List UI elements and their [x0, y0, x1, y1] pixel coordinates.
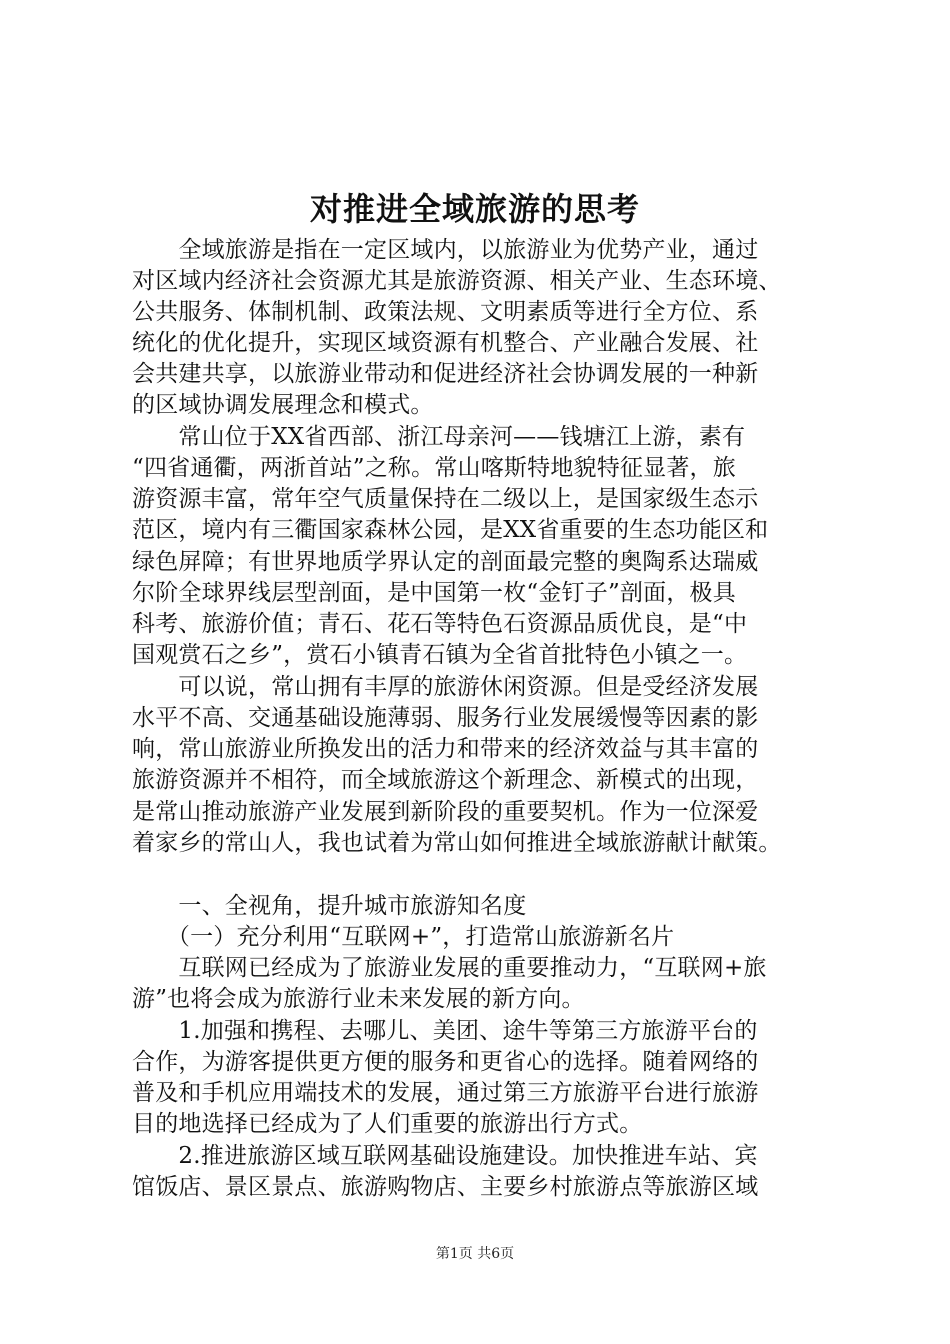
text-line: “四省通衢，两浙首站”之称。常山喀斯特地貌特征显著，旅: [132, 455, 736, 481]
text-line: 旅游资源并不相符，而全域旅游这个新理念、新模式的出现，: [132, 767, 759, 793]
text-line: 公共服务、体制机制、政策法规、文明素质等进行全方位、系: [132, 299, 759, 325]
text-line: 绿色屏障；有世界地质学界认定的剖面最完整的奥陶系达瑞威: [132, 549, 759, 575]
text-line: 2.推进旅游区域互联网基础设施建设。加快推进车站、宾: [132, 1143, 758, 1169]
text-line: （一）充分利用“互联网+”，打造常山旅游新名片: [132, 924, 675, 950]
text-line: 目的地选择已经成为了人们重要的旅游出行方式。: [132, 1111, 643, 1137]
text-line: 尔阶全球界线层型剖面，是中国第一枚“金钉子”剖面，极具: [132, 580, 736, 606]
text-line: 科考、旅游价值；青石、花石等特色石资源品质优良，是“中: [132, 611, 748, 637]
text-line: 范区，境内有三衢国家森林公园，是XX省重要的生态功能区和: [132, 517, 769, 543]
page-footer: 第1页 共6页: [435, 1246, 515, 1262]
text-line: 国观赏石之乡”，赏石小镇青石镇为全省首批特色小镇之一。: [132, 642, 748, 668]
text-line: 水平不高、交通基础设施薄弱、服务行业发展缓慢等因素的影: [132, 705, 759, 731]
text-line: 馆饭店、景区景点、旅游购物店、主要乡村旅游点等旅游区域: [132, 1174, 759, 1200]
text-line: 对区域内经济社会资源尤其是旅游资源、相关产业、生态环境、: [132, 268, 782, 294]
text-line: 统化的优化提升，实现区域资源有机整合、产业融合发展、社: [132, 330, 759, 356]
document-title: 对推进全域旅游的思考: [309, 190, 640, 228]
text-line: 1.加强和携程、去哪儿、美团、途牛等第三方旅游平台的: [132, 1018, 758, 1044]
text-line: 普及和手机应用端技术的发展，通过第三方旅游平台进行旅游: [132, 1080, 759, 1106]
text-line: 游资源丰富，常年空气质量保持在二级以上，是国家级生态示: [132, 486, 759, 512]
text-line: 会共建共享，以旅游业带动和促进经济社会协调发展的一种新: [132, 361, 759, 387]
text-line: 是常山推动旅游产业发展到新阶段的重要契机。作为一位深爱: [132, 799, 759, 825]
text-line: 游”也将会成为旅游行业未来发展的新方向。: [132, 986, 585, 1012]
text-line: 可以说，常山拥有丰厚的旅游休闲资源。但是受经济发展: [132, 674, 759, 700]
text-line: 的区域协调发展理念和模式。: [132, 392, 434, 418]
text-line: 互联网已经成为了旅游业发展的重要推动力，“互联网+旅: [132, 955, 767, 981]
text-line: 着家乡的常山人，我也试着为常山如何推进全域旅游献计献策。: [132, 830, 782, 856]
text-line: 一、全视角，提升城市旅游知名度: [132, 893, 527, 919]
text-line: 合作，为游客提供更方便的服务和更省心的选择。随着网络的: [132, 1049, 759, 1075]
text-line: 常山位于XX省西部、浙江母亲河——钱塘江上游，素有: [132, 424, 746, 450]
text-line: 全域旅游是指在一定区域内，以旅游业为优势产业，通过: [132, 237, 759, 263]
text-line: 响，常山旅游业所换发出的活力和带来的经济效益与其丰富的: [132, 736, 759, 762]
